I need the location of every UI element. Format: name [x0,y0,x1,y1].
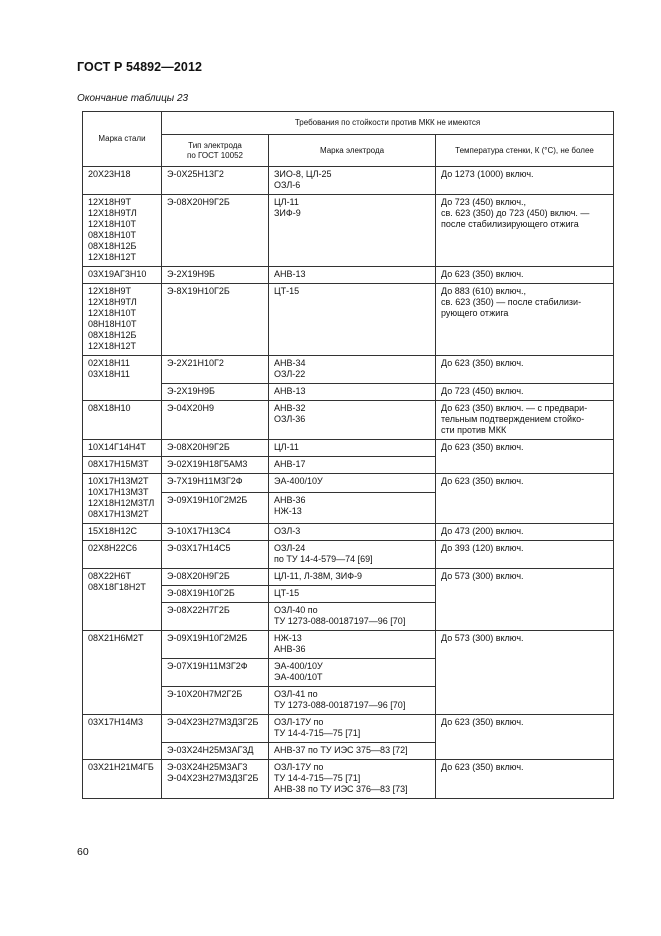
steel-grade-cell-line: 08Х18Н10Т [88,230,137,240]
electrode-grade-cell [269,167,436,195]
electrode-type-cell-line: Э-2Х19Н9Б [167,269,215,279]
electrode-type-cell [162,195,269,267]
table-row [83,384,614,401]
steel-grade-cell-line: 12Х18Н10Т [88,308,137,318]
electrode-grade-cell-line: ЦЛ-11, Л-38М, ЗИФ-9 [274,571,363,581]
page-number: 60 [77,846,89,858]
steel-grade-cell-line: 12Х18Н9Т [88,286,132,296]
table-row [83,440,614,457]
electrode-grade-cell-line: АНВ-37 по ТУ ИЭС 375—83 [72] [274,745,408,755]
steel-grade-cell [83,284,162,356]
electrode-type-cell-line: Э-08Х19Н10Г2Б [167,588,235,598]
header-electrode-type [162,135,269,167]
electrode-grade-cell-line: ЦТ-15 [274,588,300,598]
table-caption: Окончание таблицы 23 [77,93,189,104]
wall-temperature-cell-line: До 723 (450) включ. [441,386,524,396]
electrode-grade-cell [269,743,436,760]
electrode-type-cell-line: Э-0Х25Н13Г2 [167,169,224,179]
steel-grade-cell-line: 02Х18Н11 [88,358,130,368]
electrode-grade-cell-line: АНВ-17 [274,459,306,469]
wall-temperature-cell [436,474,614,524]
steel-grade-cell [83,401,162,440]
wall-temperature-cell-line: До 393 (120) включ. [441,543,524,553]
header-steel-grade: Марка стали [83,112,162,167]
steel-grade-cell-line: 12Х18Н12Т [88,341,137,351]
table-row [83,167,614,195]
electrode-type-cell-line: Э-08Х20Н9Г2Б [167,197,230,207]
steel-grade-cell-line: 20Х23Н18 [88,169,131,179]
wall-temperature-cell-line: сти против МКК [441,425,507,435]
table-body [83,167,614,799]
electrode-grade-cell [269,631,436,659]
electrode-grade-cell-line: АНВ-36 [274,644,306,654]
table-row [83,541,614,569]
electrode-grade-cell [269,586,436,603]
wall-temperature-cell-line: До 623 (350) включ. [441,717,524,727]
electrode-grade-cell [269,524,436,541]
electrode-type-cell-line: Э-8Х19Н10Г2Б [167,286,230,296]
electrode-type-cell [162,267,269,284]
wall-temperature-cell [436,356,614,384]
steel-grade-cell [83,457,162,474]
electrode-type-cell [162,586,269,603]
electrode-grade-cell-line: ЭА-400/10У [274,661,323,671]
steel-grade-cell-line: 12Х18Н9Т [88,197,132,207]
electrode-type-cell-line: Э-02Х19Н18Г5АМ3 [167,459,248,469]
steel-grade-cell-line: 10Х17Н13М3Т [88,487,149,497]
steel-grade-cell [83,760,162,799]
electrode-type-cell [162,569,269,586]
steel-grade-cell-line: 15Х18Н12С [88,526,138,536]
electrode-type-cell [162,474,269,493]
wall-temperature-cell-line: До 623 (350) включ. [441,442,524,452]
table-row [83,356,614,384]
electrode-grade-cell [269,569,436,586]
electrode-type-cell-line: Э-04Х20Н9 [167,403,214,413]
wall-temperature-cell [436,631,614,715]
electrode-type-cell [162,715,269,743]
wall-temperature-cell [436,715,614,760]
wall-temperature-cell-line: До 623 (350) включ. [441,269,524,279]
electrode-type-cell [162,524,269,541]
wall-temperature-cell [436,167,614,195]
electrode-grade-cell-line: ОЗЛ-17У по [274,762,324,772]
table-row [83,569,614,586]
wall-temperature-cell-line: До 623 (350) включ. — с предвари- [441,403,588,413]
steel-grade-cell-line: 12Х18Н12Т [88,252,137,262]
steel-grade-cell-line: 08Х18Г18Н2Т [88,582,146,592]
wall-temperature-cell-line: До 1273 (1000) включ. [441,169,534,179]
electrode-grade-cell [269,356,436,384]
electrode-grade-cell [269,687,436,715]
electrode-grade-cell-line: АНВ-38 по ТУ ИЭС 376—83 [73] [274,784,408,794]
table-row [83,284,614,356]
electrode-table [82,111,614,799]
steel-grade-cell-line: 12Х18Н12М3ТЛ [88,498,155,508]
electrode-grade-cell [269,401,436,440]
electrode-type-cell-line: Э-07Х19Н11М3Г2Ф [167,661,248,671]
wall-temperature-cell-line: До 623 (350) включ. [441,358,524,368]
wall-temperature-cell-line: св. 623 (350) — после стабилизи- [441,297,582,307]
wall-temperature-cell-line: тельным подтверждением стойко- [441,414,585,424]
electrode-type-cell [162,384,269,401]
electrode-type-cell [162,401,269,440]
electrode-type-cell [162,492,269,523]
electrode-type-cell [162,356,269,384]
electrode-grade-cell-line: АНВ-36 [274,494,306,505]
electrode-type-cell [162,603,269,631]
wall-temperature-cell-line: после стабилизирующего отжига [441,219,579,229]
steel-grade-cell-line: 08Х22Н6Т [88,571,132,581]
steel-grade-cell-line: 10Х14Г14Н4Т [88,442,146,452]
wall-temperature-cell-line: рующего отжига [441,308,509,318]
electrode-type-cell-line: Э-08Х22Н7Г2Б [167,605,230,615]
electrode-type-cell [162,167,269,195]
electrode-grade-cell [269,384,436,401]
electrode-type-cell [162,760,269,799]
wall-temperature-cell [436,440,614,474]
electrode-grade-cell-line: ОЗЛ-41 по [274,689,318,699]
wall-temperature-cell [436,524,614,541]
steel-grade-cell [83,524,162,541]
wall-temperature-cell [436,401,614,440]
electrode-grade-cell-line: ЭА-400/10У [274,476,323,486]
electrode-type-cell [162,631,269,659]
electrode-type-cell-line: Э-10Х20Н7М2Г2Б [167,689,243,699]
electrode-grade-cell-line: ОЗЛ-22 [274,369,306,379]
wall-temperature-cell [436,541,614,569]
electrode-type-cell-line: Э-09Х19Н10Г2М2Б [167,633,248,643]
electrode-grade-cell-line: ОЗЛ-17У по [274,717,324,727]
electrode-type-cell-line: Э-10Х17Н13С4 [167,526,231,536]
electrode-type-cell-line: Э-2Х21Н10Г2 [167,358,224,368]
electrode-type-cell-line: Э-03Х24Н25М3АГ3 [167,762,248,772]
electrode-grade-cell-line: ОЗЛ-3 [274,526,301,536]
electrode-grade-cell [269,715,436,743]
electrode-grade-cell [269,474,436,493]
electrode-grade-cell [269,195,436,267]
electrode-type-cell [162,659,269,687]
table-row [83,524,614,541]
electrode-grade-cell-line: ОЗЛ-40 по [274,605,318,615]
electrode-type-cell-line: Э-04Х23Н27М3Д3Г2Б [167,717,259,727]
steel-grade-cell-line: 03Х19АГ3Н10 [88,269,147,279]
electrode-grade-cell [269,457,436,474]
steel-grade-cell-line: 08Х17Н15М3Т [88,459,149,469]
header-electrode-grade: Марка электрода [269,135,436,167]
steel-grade-cell-line: 08Н18Н10Т [88,319,137,329]
steel-grade-cell-line: 08Х18Н12Б [88,241,137,251]
wall-temperature-cell-line: До 573 (300) включ. [441,633,524,643]
electrode-grade-cell-line: ОЗЛ-6 [274,180,301,190]
steel-grade-cell-line: 12Х18Н10Т [88,219,137,229]
steel-grade-cell-line: 08Х18Н12Б [88,330,137,340]
electrode-grade-cell-line: АНВ-13 [274,269,306,279]
wall-temperature-cell-line: До 883 (610) включ., [441,286,527,296]
electrode-grade-cell-line: ОЗЛ-36 [274,414,306,424]
table-row [83,195,614,267]
electrode-grade-cell-line: НЖ-13 [274,633,302,643]
electrode-grade-cell-line: ЗИО-8, ЦЛ-25 [274,169,332,179]
wall-temperature-cell-line: До 623 (350) включ. [441,762,524,772]
steel-grade-cell [83,195,162,267]
wall-temperature-cell [436,569,614,631]
electrode-grade-cell-line: ЭА-400/10Т [274,672,323,682]
electrode-grade-cell [269,541,436,569]
table-row [83,760,614,799]
header-requirements: Требования по стойкости против МКК не имеются [162,112,614,135]
wall-temperature-cell-line: св. 623 (350) до 723 (450) включ. — [441,208,590,218]
electrode-grade-cell-line: ЦЛ-11 [274,197,299,207]
electrode-type-cell-line: Э-03Х17Н14С5 [167,543,231,553]
electrode-type-cell [162,284,269,356]
steel-grade-cell-line: 12Х18Н9ТЛ [88,208,137,218]
electrode-grade-cell-line: НЖ-13 [274,505,302,516]
header-electrode-type-line: Тип электрода [188,140,242,150]
electrode-grade-cell [269,603,436,631]
electrode-grade-cell-line: АНВ-13 [274,386,306,396]
electrode-grade-cell [269,492,436,523]
electrode-type-cell [162,440,269,457]
table-row [83,401,614,440]
wall-temperature-cell-line: До 723 (450) включ., [441,197,527,207]
steel-grade-cell-line: 02Х8Н22С6 [88,543,138,553]
electrode-type-cell-line: Э-09Х19Н10Г2М2Б [167,494,248,505]
electrode-type-cell-line: Э-7Х19Н11М3Г2Ф [167,476,243,486]
wall-temperature-cell [436,284,614,356]
electrode-grade-cell-line: ЗИФ-9 [274,208,301,218]
steel-grade-cell [83,569,162,631]
electrode-grade-cell-line: АНВ-32 [274,403,306,413]
steel-grade-cell-line: 03Х17Н14М3 [88,717,144,727]
electrode-type-cell [162,687,269,715]
steel-grade-cell [83,167,162,195]
steel-grade-cell [83,440,162,457]
electrode-type-cell [162,457,269,474]
electrode-grade-cell [269,659,436,687]
wall-temperature-cell [436,195,614,267]
table-row [83,631,614,659]
steel-grade-cell [83,541,162,569]
wall-temperature-cell [436,267,614,284]
steel-grade-cell-line: 03Х18Н11 [88,369,130,379]
table-row [83,715,614,743]
steel-grade-cell-line: 10Х17Н13М2Т [88,476,149,486]
steel-grade-cell [83,715,162,760]
steel-grade-cell-line: 12Х18Н9ТЛ [88,297,137,307]
electrode-grade-cell-line: ТУ 1273-088-00187197—96 [70] [274,616,406,626]
electrode-grade-cell [269,760,436,799]
steel-grade-cell [83,474,162,524]
steel-grade-cell [83,267,162,284]
electrode-type-cell-line: Э-08Х20Н9Г2Б [167,442,230,452]
electrode-type-cell [162,743,269,760]
electrode-grade-cell-line: ОЗЛ-24 [274,543,306,553]
wall-temperature-cell-line: До 573 (300) включ. [441,571,524,581]
electrode-type-cell-line: Э-04Х23Н27М3Д3Г2Б [167,773,259,783]
table-row [83,474,614,493]
electrode-grade-cell-line: по ТУ 14-4-579—74 [69] [274,554,373,564]
table-row [83,267,614,284]
electrode-type-cell-line: Э-08Х20Н9Г2Б [167,571,230,581]
electrode-type-cell [162,541,269,569]
steel-grade-cell-line: 03Х21Н21М4ГБ [88,762,154,772]
electrode-grade-cell-line: ТУ 14-4-715—75 [71] [274,773,361,783]
electrode-type-cell-line: Э-03Х24Н25М3АГ3Д [167,745,254,755]
electrode-type-cell-line: Э-2Х19Н9Б [167,386,215,396]
electrode-grade-cell-line: АНВ-34 [274,358,306,368]
electrode-grade-cell-line: ТУ 14-4-715—75 [71] [274,728,361,738]
header-electrode-type-line: по ГОСТ 10052 [187,150,243,160]
steel-grade-cell-line: 08Х21Н6М2Т [88,633,144,643]
document-title: ГОСТ Р 54892—2012 [77,60,203,74]
steel-grade-cell-line: 08Х18Н10 [88,403,131,413]
electrode-grade-cell-line: ТУ 1273-088-00187197—96 [70] [274,700,406,710]
wall-temperature-cell [436,384,614,401]
steel-grade-cell [83,631,162,715]
electrode-grade-cell [269,284,436,356]
electrode-grade-cell-line: ЦТ-15 [274,286,300,296]
electrode-grade-cell [269,440,436,457]
electrode-grade-cell-line: ЦЛ-11 [274,442,299,452]
wall-temperature-cell [436,760,614,799]
steel-grade-cell-line: 08Х17Н13М2Т [88,509,149,519]
wall-temperature-cell-line: До 623 (350) включ. [441,476,524,486]
electrode-grade-cell [269,267,436,284]
header-wall-temperature: Температура стенки, К (°С), не более [436,135,614,167]
wall-temperature-cell-line: До 473 (200) включ. [441,526,524,536]
steel-grade-cell [83,356,162,401]
